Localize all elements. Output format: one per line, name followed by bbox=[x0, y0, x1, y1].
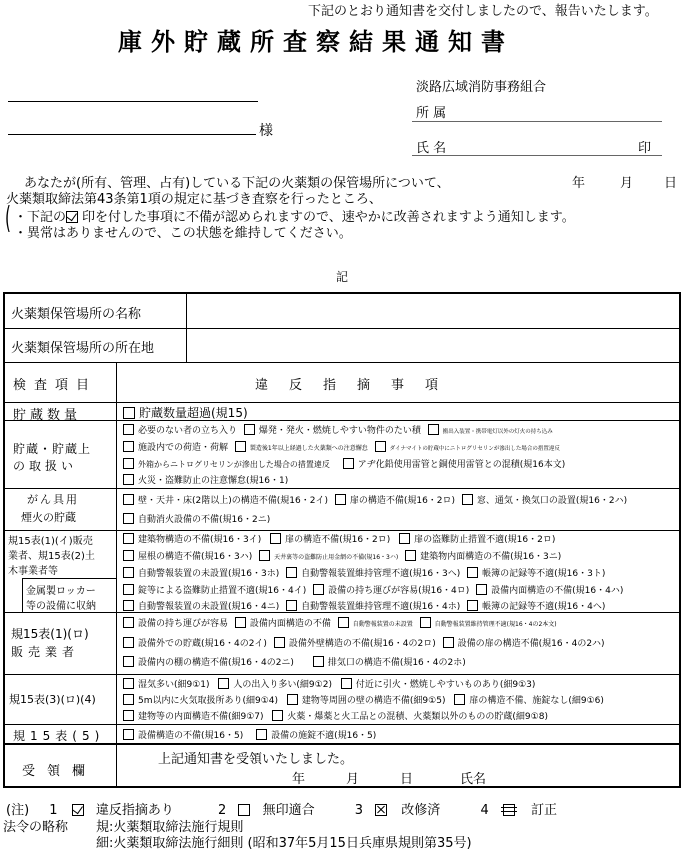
sec5-row2: 自動警報装置の未設置(規16・4ニ) 自動警報装置維持管理不適(規16・4ホ) 帳簿の記録等不適(規16・4ヘ) bbox=[123, 599, 605, 612]
affiliation-label: 所 属 bbox=[416, 106, 447, 121]
receipt-day: 日 bbox=[400, 772, 414, 787]
storage-location-field[interactable] bbox=[195, 334, 675, 358]
receipt-month: 月 bbox=[346, 772, 360, 787]
document-title: 庫外貯蔵所査察結果通知書 bbox=[118, 27, 514, 56]
section-locker-2: 等の設備に収納 bbox=[26, 601, 96, 612]
sec4-row2: 屋根の構造不備(規16・3ハ) 天井裏等の盗難防止用金網の不備(規16・3ハ) 建築物内面構造の不備(規16・3ニ) bbox=[123, 549, 561, 562]
sec4-row1: 建築物構造の不備(規16・3イ) 扉の構造不備(規16・2ロ) 扉の盗難防止措置不適(規16・2ロ) bbox=[123, 532, 555, 545]
checkbox-icon[interactable] bbox=[123, 600, 134, 611]
checked-box-icon bbox=[72, 804, 84, 816]
sec3-row1: 壁・天井・床(2階以上)の構造不備(規16・2イ) 扉の構造不備(規16・2ロ) 窓、通気・換気口の設置(規16・2ハ) bbox=[123, 493, 627, 506]
checkbox-icon[interactable] bbox=[259, 550, 270, 561]
checkbox-icon[interactable] bbox=[123, 710, 134, 721]
header-violation-items: 違反指摘事項 bbox=[255, 378, 460, 393]
seal-label: 印 bbox=[638, 141, 652, 156]
checkbox-icon[interactable] bbox=[123, 407, 135, 419]
sec8-row1: 設備構造の不備(規16・5) 設備の施錠不適(規16・5) bbox=[123, 728, 376, 741]
law-abbrev-2: 細:火薬類取締法施行細則 (昭和37年5月15日兵庫県規則第35号) bbox=[96, 836, 472, 851]
receipt-text: 上記通知書を受領いたしました。 bbox=[158, 752, 354, 767]
sec2-row4: 火災・盗難防止の注意懈怠(規16・1) bbox=[123, 473, 288, 486]
header-inspection-item: 検査項目 bbox=[13, 378, 98, 393]
checkbox-icon[interactable] bbox=[123, 550, 134, 561]
checkbox-icon[interactable] bbox=[123, 617, 134, 628]
sec7-row3: 建物等の内面構造不備(細9①7) 火薬・爆薬と火工品との混積、火薬類以外のものの貯蔵(細9①8) bbox=[123, 709, 548, 722]
checkbox-icon[interactable] bbox=[123, 656, 134, 667]
intro-line-2: 火薬類取締法第43条第1項の規定に基づき査察を行ったところ、 bbox=[6, 192, 382, 207]
checkbox-icon[interactable] bbox=[341, 678, 352, 689]
recipient-suffix: 様 bbox=[259, 123, 273, 139]
name-line[interactable] bbox=[412, 155, 662, 156]
intro-line-1: あなたが(所有、管理、占有)している下記の火薬類の保管場所について、 bbox=[24, 176, 450, 191]
checkbox-icon[interactable] bbox=[235, 617, 246, 628]
sec6-row1: 設備の持ち運びが容易 設備内面構造の不備 自動警報装置の未設置 自動警報装置維持管理不適(規16・4の2本文) bbox=[123, 616, 557, 629]
storage-name-label: 火薬類保管場所の名称 bbox=[11, 307, 142, 322]
sec4-row3: 自動警報装置の未設置(規16・3ホ) 自動警報装置維持管理不適(規16・3ヘ) 帳簿の記録等不適(規16・3ト) bbox=[123, 566, 605, 579]
notes-legend: (注) 1 違反指摘あり 2 無印適合 3 改修済 4 訂正 bbox=[6, 803, 558, 818]
recipient-line-1[interactable] bbox=[8, 101, 258, 102]
section-dealers-1: 規15表(1)(イ)販売 bbox=[8, 536, 93, 547]
crossed-box-icon bbox=[375, 804, 387, 816]
check-mark-icon bbox=[66, 211, 78, 223]
section-toy-fireworks-2: 煙火の貯蔵 bbox=[21, 511, 76, 524]
top-note: 下記のとおり通知書を交付しましたので、報告いたします。 bbox=[308, 4, 658, 19]
checkbox-icon[interactable] bbox=[338, 617, 349, 628]
section-storage-handling-1: 貯蔵・貯蔵上 bbox=[13, 442, 92, 456]
checkbox-icon[interactable] bbox=[123, 678, 134, 689]
date-year: 年 bbox=[572, 176, 586, 191]
sec2-row3: 外箱からニトログリセリンが滲出した場合の措置違反 アヂ化鉛使用雷管と銅使用雷管との混積(規16本文) bbox=[123, 457, 565, 470]
checkbox-icon[interactable] bbox=[467, 600, 478, 611]
sec7-row1: 湿気多い(細9①1) 人の出入り多い(細9①2) 付近に引火・燃焼しやすいものあり(細9①3) bbox=[123, 677, 535, 690]
checkbox-icon[interactable] bbox=[343, 458, 354, 469]
checkbox-icon[interactable] bbox=[123, 567, 134, 578]
item-quantity-exceeded[interactable]: 貯蔵数量超過(規15) bbox=[123, 404, 248, 421]
checkbox-icon[interactable] bbox=[287, 694, 298, 705]
storage-name-field[interactable] bbox=[195, 300, 675, 324]
checkbox-icon[interactable] bbox=[335, 494, 346, 505]
option-bracket: ( bbox=[5, 201, 11, 236]
sec6-row3: 設備内の棚の構造不備(規16・4の2ニ) 排気口の構造不備(規16・4の2ホ) bbox=[123, 655, 466, 668]
checkbox-icon[interactable] bbox=[272, 710, 283, 721]
checkbox-icon[interactable] bbox=[405, 550, 416, 561]
organization-name: 淡路広域消防事務組合 bbox=[416, 80, 547, 95]
checkbox-icon[interactable] bbox=[123, 637, 134, 648]
sec2-row1: 必要のない者の立ち入り 爆発・発火・燃焼しやすい物件のたい積 搬出入装置・携帯電灯以外の灯火の持ち込み bbox=[123, 423, 553, 436]
date-day: 日 bbox=[664, 176, 678, 191]
section-locker-1: 金属製ロッカー bbox=[26, 586, 96, 597]
checkbox-icon[interactable] bbox=[375, 441, 386, 452]
checkbox-icon[interactable] bbox=[286, 567, 297, 578]
checkbox-icon[interactable] bbox=[235, 441, 246, 452]
checkbox-icon[interactable] bbox=[313, 584, 324, 595]
receipt-year: 年 bbox=[292, 772, 306, 787]
checkbox-icon[interactable] bbox=[123, 694, 134, 705]
checkbox-icon[interactable] bbox=[123, 441, 134, 452]
section-dealers-ro-1: 規15表(1)(ロ) bbox=[11, 627, 89, 641]
checkbox-icon[interactable] bbox=[218, 678, 229, 689]
section-toy-fireworks-1: がん具用 bbox=[27, 493, 79, 506]
affiliation-line[interactable] bbox=[412, 121, 662, 122]
checkbox-icon[interactable] bbox=[313, 656, 324, 667]
section-storage-5: 規15表(5) bbox=[13, 729, 105, 743]
checkbox-icon[interactable] bbox=[123, 474, 134, 485]
checkbox-icon[interactable] bbox=[123, 513, 134, 524]
checkbox-icon[interactable] bbox=[244, 424, 255, 435]
receipt-name[interactable]: 氏名 bbox=[460, 772, 487, 787]
checkbox-icon[interactable] bbox=[286, 600, 297, 611]
checkbox-icon[interactable] bbox=[399, 533, 410, 544]
section-storage-quantity: 貯蔵数量 bbox=[13, 408, 82, 423]
recipient-line-2[interactable] bbox=[8, 134, 256, 135]
checkbox-icon[interactable] bbox=[256, 729, 267, 740]
checkbox-icon[interactable] bbox=[476, 584, 487, 595]
storage-location-label: 火薬類保管場所の所在地 bbox=[11, 341, 155, 356]
checkbox-icon[interactable] bbox=[123, 533, 134, 544]
date-month: 月 bbox=[620, 176, 634, 191]
section-storage-handling-2: の取扱い bbox=[13, 459, 78, 473]
name-label: 氏 名 bbox=[416, 141, 447, 156]
checkbox-icon[interactable] bbox=[123, 494, 134, 505]
sec2-row2: 施設内での荷造・荷解 製造後1年以上経過した火薬類への注意懈怠 ダイナマイトの貯蔵中にニトログリセリンが滲出した場合の措置違反 bbox=[123, 440, 560, 453]
sec5-row1: 錠等による盗難防止措置不適(規16・4イ) 設備の持ち運びが容易(規16・4ロ) 設備内面構造の不備(規16・4ハ) bbox=[123, 583, 623, 596]
law-abbrev-label: 法令の略称 bbox=[3, 820, 69, 835]
receipt-label: 受領欄 bbox=[22, 764, 98, 779]
checkbox-icon[interactable] bbox=[443, 637, 454, 648]
inspection-table bbox=[3, 292, 681, 745]
checkbox-icon[interactable] bbox=[428, 424, 439, 435]
checkbox-icon[interactable] bbox=[274, 637, 285, 648]
strikethrough-box-icon bbox=[503, 804, 515, 816]
empty-box-icon bbox=[238, 804, 250, 816]
option-1: ・下記の 印を付した事項に不備が認められますので、速やかに改善されますよう通知します。 bbox=[14, 210, 575, 225]
section-dealers-2: 業者、規15表(2)土 bbox=[8, 551, 95, 562]
section-dealers-ro-2: 販売業者 bbox=[11, 645, 80, 659]
option-2: ・異常はありませんので、この状態を維持してください。 bbox=[14, 226, 352, 241]
checkbox-icon[interactable] bbox=[454, 694, 465, 705]
sec6-row2: 設備外での貯蔵(規16・4の2イ) 設備外壁構造の不備(規16・4の2ロ) 設備の扉の構造不備(規16・4の2ハ) bbox=[123, 636, 605, 649]
law-abbrev-1: 規:火薬類取締法施行規則 bbox=[96, 820, 244, 835]
checkbox-icon[interactable] bbox=[123, 729, 134, 740]
sec3-row2: 自動消火設備の不備(規16・2ニ) bbox=[123, 512, 270, 525]
checkbox-icon[interactable] bbox=[123, 584, 134, 595]
section-dealers-3: 木事業者等 bbox=[8, 566, 58, 577]
checkbox-icon[interactable] bbox=[123, 424, 134, 435]
checkbox-icon[interactable] bbox=[123, 458, 134, 469]
ki-label: 記 bbox=[336, 270, 349, 284]
checkbox-icon[interactable] bbox=[467, 567, 478, 578]
checkbox-icon[interactable] bbox=[420, 617, 431, 628]
checkbox-icon[interactable] bbox=[462, 494, 473, 505]
section-storage-3ro4: 規15表(3)(ロ)(4) bbox=[9, 693, 96, 706]
checkbox-icon[interactable] bbox=[270, 533, 281, 544]
sec7-row2: 5m以内に火気取扱所あり(細9①4) 建物等周囲の壁の構造不備(細9①5) 扉の構造不備、施錠なし(細9①6) bbox=[123, 693, 604, 706]
